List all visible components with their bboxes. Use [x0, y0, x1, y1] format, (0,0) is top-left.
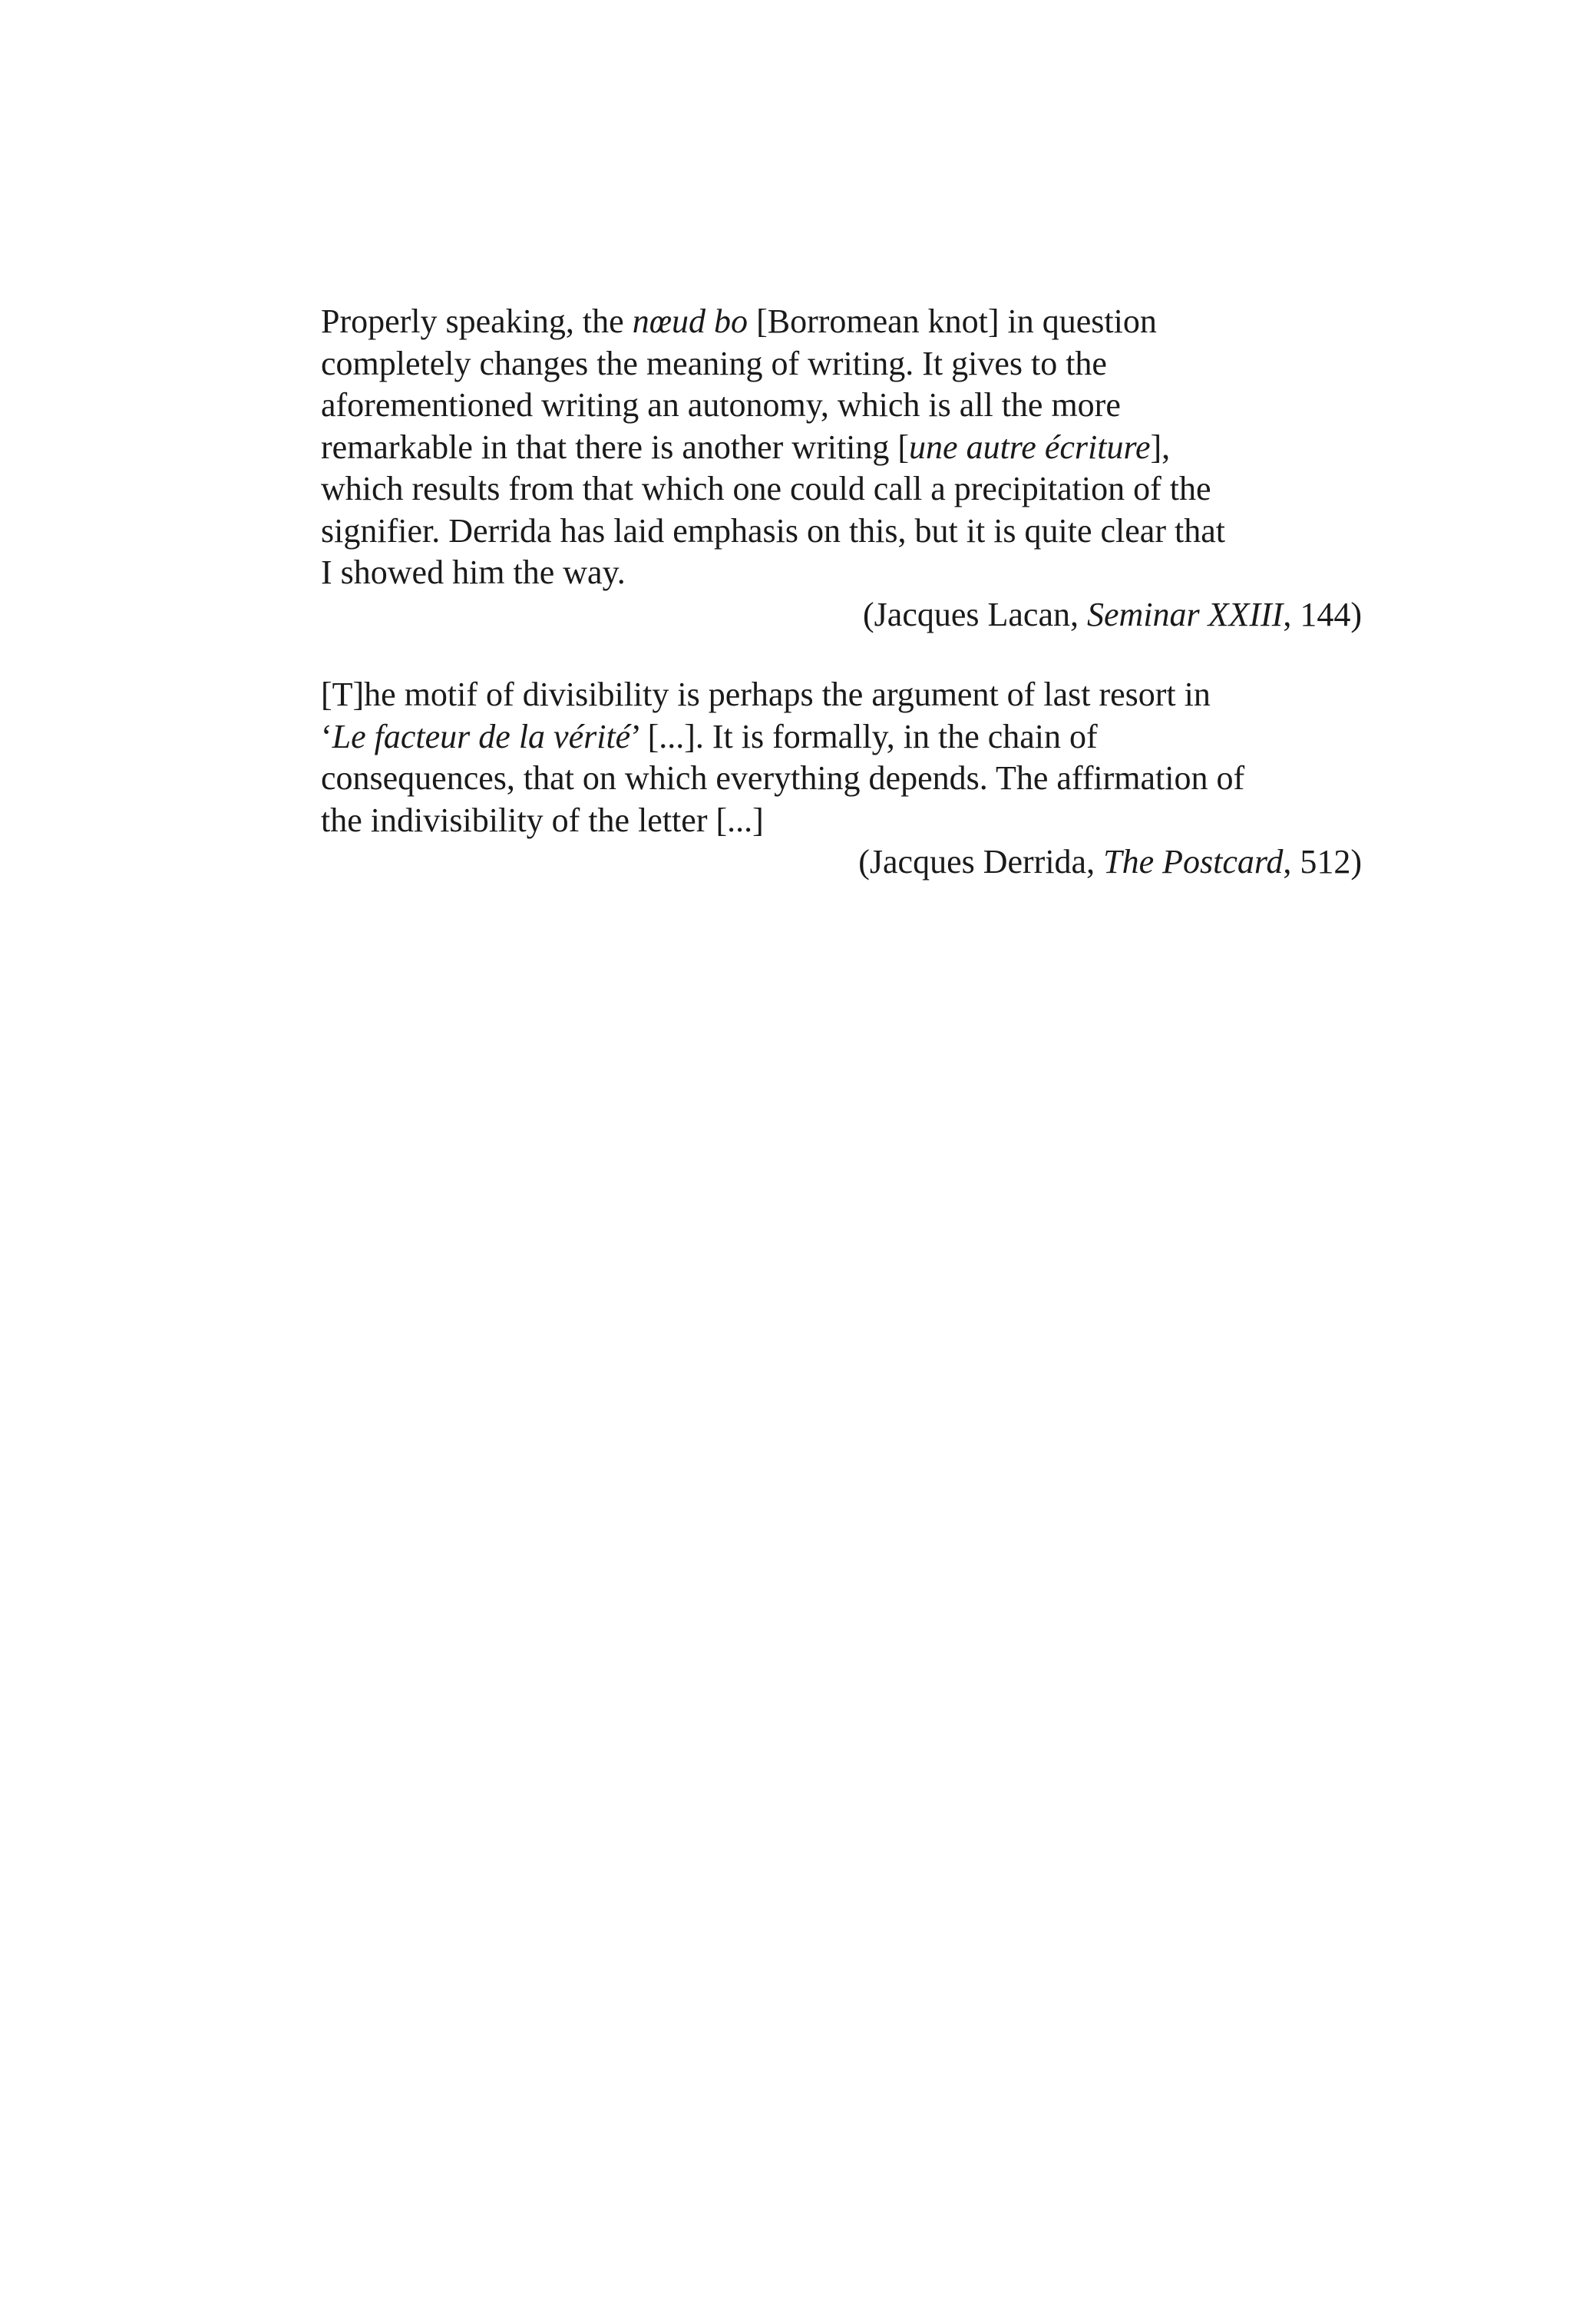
quote-line: the indivisibility of the letter [...] [321, 801, 764, 839]
epigraph-derrida [321, 674, 1362, 884]
quote-line: I showed him the way. [321, 553, 626, 591]
quote-line: completely changes the meaning of writing. It gives to the [321, 344, 1107, 382]
epigraph-attribution: (Jacques Derrida, The Postcard, 512) [858, 843, 1362, 881]
quote-line: which results from that which one could call a precipitation of the [321, 470, 1211, 507]
epigraph-section [321, 301, 1362, 884]
italic-title: une autre écriture [909, 428, 1151, 466]
quote-line: aforementioned writing an autonomy, which is all the more [321, 386, 1121, 424]
quote-line: ‘Le facteur de la vérité’ [...]. It is formally, in the chain of [321, 717, 1098, 755]
italic-title: The Postcard [1103, 843, 1284, 881]
quote-line: signifier. Derrida has laid emphasis on this, but it is quite clear that [321, 511, 1225, 550]
quote-line: [T]he motif of divisibility is perhaps the argument of last resort in [321, 676, 1211, 713]
quote-line: Properly speaking, the nœud bo [Borromean knot] in question [321, 302, 1157, 340]
epigraph-quote [321, 674, 1362, 841]
epigraph-attribution: (Jacques Lacan, Seminar XXIII, 144) [863, 595, 1362, 633]
quote-line: consequences, that on which everything depends. The affirmation of [321, 759, 1245, 797]
italic-title: nœud bo [632, 302, 748, 340]
quote-line: remarkable in that there is another writing [une autre écriture], [321, 428, 1171, 466]
epigraph-quote [321, 301, 1362, 594]
italic-title: Le facteur de la vérité [332, 717, 631, 755]
epigraph-lacan [321, 301, 1362, 636]
italic-title: Seminar XXIII [1086, 595, 1284, 633]
